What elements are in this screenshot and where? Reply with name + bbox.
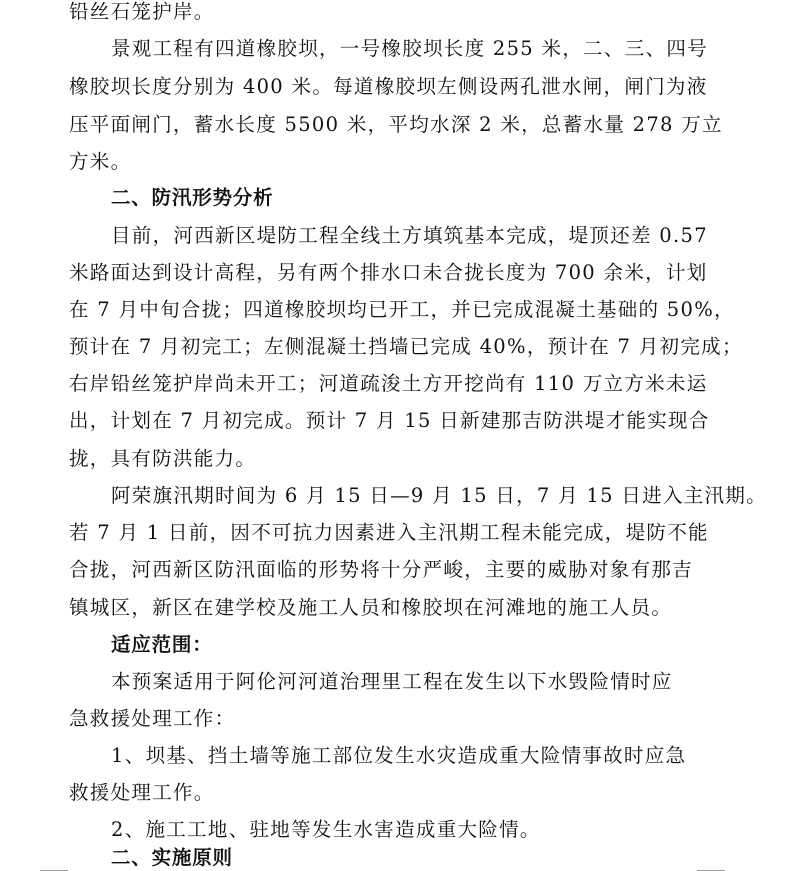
subsection-heading: 适应范围： xyxy=(111,633,213,656)
paragraph-line: 若 7 月 1 日前，因不可抗力因素进入主汛期工程未能完成，堤防不能 xyxy=(69,521,709,544)
paragraph-line: 本预案适用于阿伦河河道治理里工程在发生以下水毁险情时应 xyxy=(111,670,673,693)
list-item-line: 1、坝基、挡土墙等施工部位发生水灾造成重大险情事故时应急 xyxy=(111,744,687,767)
paragraph-line: 出，计划在 7 月初完成。预计 7 月 15 日新建那吉防洪堤才能实现合 xyxy=(69,409,710,432)
paragraph-line: 景观工程有四道橡胶坝，一号橡胶坝长度 255 米，二、三、四号 xyxy=(111,37,708,60)
paragraph-line: 拢，具有防洪能力。 xyxy=(69,447,257,470)
paragraph-line: 铅丝石笼护岸。 xyxy=(69,0,215,23)
paragraph-line: 橡胶坝长度分别为 400 米。每道橡胶坝左侧设两孔泄水闸，闸门为液 xyxy=(69,75,708,98)
paragraph-line: 目前，河西新区堤防工程全线土方填筑基本完成，堤顶还差 0.57 xyxy=(111,224,708,247)
paragraph-line: 预计在 7 月初完工；左侧混凝土挡墙已完成 40%，预计在 7 月初完成； xyxy=(69,335,743,358)
paragraph-line: 方米。 xyxy=(69,150,132,173)
list-item-line: 救援处理工作。 xyxy=(69,781,215,804)
paragraph-line: 米路面达到设计高程，另有两个排水口未合拢长度为 700 余米，计划 xyxy=(69,261,708,284)
paragraph-line: 合拢，河西新区防汛面临的形势将十分严峻，主要的威胁对象有那吉 xyxy=(69,558,694,581)
section-heading: 二、实施原则 xyxy=(111,846,233,869)
paragraph-line: 镇城区，新区在建学校及施工人员和橡胶坝在河滩地的施工人员。 xyxy=(69,596,673,619)
paragraph-line: 在 7 月中旬合拢；四道橡胶坝均已开工，并已完成混凝土基础的 50%， xyxy=(69,298,735,321)
paragraph-line: 阿荣旗汛期时间为 6 月 15 日—9 月 15 日，7 月 15 日进入主汛期。 xyxy=(111,484,767,507)
list-item-line: 2、施工工地、驻地等发生水害造成重大险情。 xyxy=(111,818,541,841)
paragraph-line: 急救援处理工作： xyxy=(69,707,236,730)
section-heading: 二、防汛形势分析 xyxy=(111,186,274,209)
paragraph-line: 压平面闸门，蓄水长度 5500 米，平均水深 2 米，总蓄水量 278 万立 xyxy=(69,113,723,136)
paragraph-line: 右岸铅丝笼护岸尚未开工；河道疏浚土方开挖尚有 110 万立方米未运 xyxy=(69,372,708,395)
